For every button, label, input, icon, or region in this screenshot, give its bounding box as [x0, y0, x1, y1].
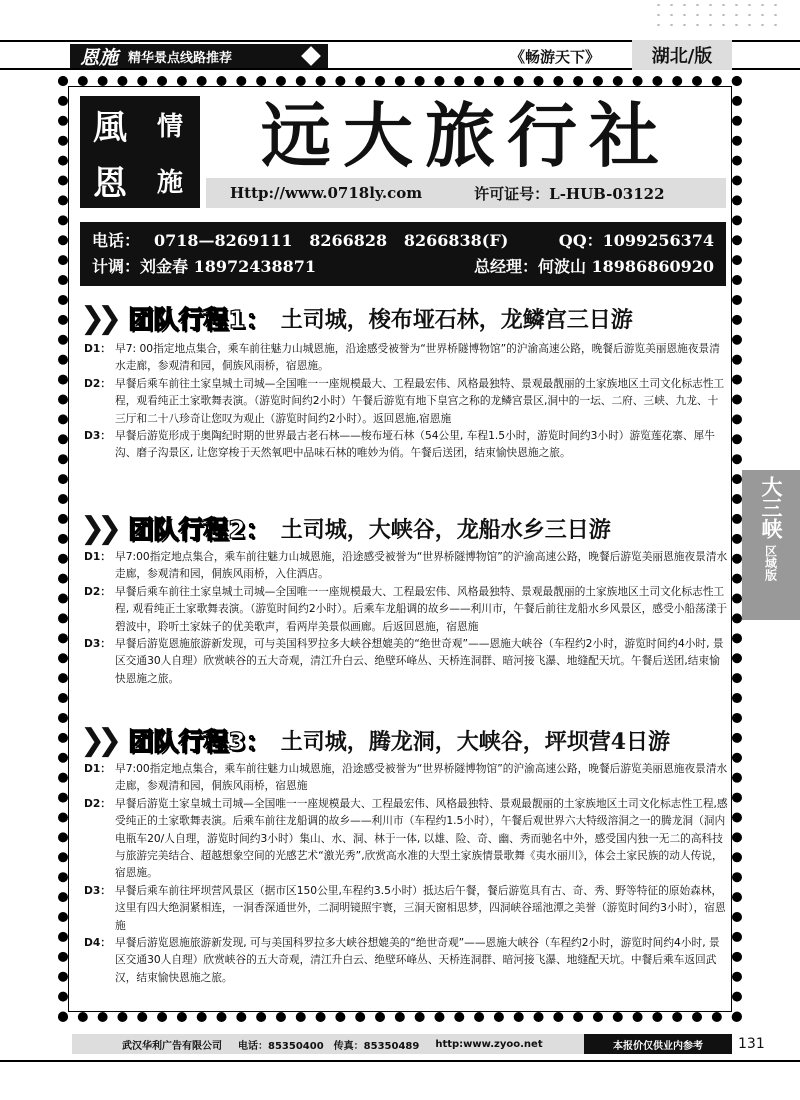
logo-char: 恩	[93, 163, 127, 204]
day-text: 早餐后游览形成于奥陶纪时期的世界最古老石林——梭布垭石林（54公里, 车程1.5小时，游览时间约3小时）游览莲花寨、犀牛沟、磨子沟景区, 让您穿梭于天然氧吧中品味石林的唯妙为俏。午餐后送团，结束愉快恩施之旅。	[115, 429, 715, 460]
logo-char: 風	[93, 107, 127, 148]
day-text: 早7:00指定地点集合，乘车前往魅力山城恩施，沿途感受被誉为“世界桥隧博物馆”的沪渝高速公路，晚餐后游览美丽恩施夜景清水走廊，参观清和园，侗族风雨桥，入住酒店。	[115, 550, 728, 581]
tour-3-title	[80, 720, 730, 760]
manager-contact: 总经理：何波山 18986860920	[473, 257, 714, 276]
phone-numbers: 0718—8269111 8266828 8266838(F)	[154, 231, 509, 250]
day-label: D2：	[84, 376, 111, 390]
license-number: 许可证号：L-HUB-03122	[474, 184, 665, 203]
day-text: 早餐后乘车前往土家皇城土司城—全国唯一一座规模最大、工程最宏伟、风格最独特、景观最靓丽的土家族地区土司文化标志性工程, 观看纯正土家歌舞表演。（游览时间约2小时）。后乘车龙船调的故乡——利川市，午餐后前往龙船水乡风景区，感受小船荡漾于碧波中，聆听土家妹子的优美歌声，看两岸美景似画廊。后返回恩施，宿恩施	[115, 584, 728, 633]
day-label: D1：	[84, 762, 111, 775]
day-label: D3：	[84, 637, 111, 651]
day-entry	[84, 795, 728, 882]
tour-1-title	[80, 298, 730, 338]
double-arrow-icon: ❯❯	[80, 510, 115, 546]
tour-route: 土司城，大峡谷，龙船水乡三日游	[280, 516, 611, 543]
tour-route: 土司城，梭布垭石林，龙鳞宫三日游	[280, 306, 633, 333]
brand-subtitle: 精华景点线路推荐	[128, 50, 233, 66]
website-link[interactable]: Http://www.0718ly.com	[230, 184, 423, 202]
footer-company: 武汉华利广告有限公司	[122, 1040, 222, 1052]
tour-2-itinerary	[84, 548, 728, 687]
day-entry	[84, 635, 728, 687]
phone-label: 电话：	[92, 231, 141, 250]
day-text: 早餐后乘车前往土家皇城土司城—全国唯一一座规模最大、工程最宏伟、风格最独特、景观最靓丽的土家族地区土司文化标志性工程，观看纯正土家歌舞表演。（游览时间约2小时）午餐后游览有地下皇宫之称的龙鳞宫景区,洞中的一坛、二府、三峡、九龙、十三厅和二十八珍奇让您叹为观止（游览时间约2小时）。返回恩施,宿恩施	[115, 376, 725, 425]
day-entry	[84, 760, 728, 795]
day-label: D4：	[84, 936, 111, 950]
day-label: D1：	[84, 550, 111, 563]
bottom-rule	[0, 1060, 800, 1062]
footer-fax: 传真：85350489	[333, 1040, 420, 1052]
day-entry	[84, 934, 728, 986]
footer-disclaimer: 本报价仅供业内参考	[584, 1034, 732, 1054]
day-entry	[84, 375, 728, 427]
contact-panel	[80, 222, 726, 286]
double-arrow-icon: ❯❯	[80, 722, 115, 758]
region-label: 湖北/版	[632, 40, 732, 70]
logo-char: 情	[156, 111, 183, 142]
footer-url[interactable]: http:www.zyoo.net	[435, 1038, 543, 1050]
day-entry	[84, 548, 728, 583]
day-label: D2：	[84, 584, 111, 598]
qq-number: QQ：1099256374	[558, 231, 714, 250]
day-label: D1：	[84, 342, 111, 355]
day-text: 早餐后游览土家皇城土司城—全国唯一一座规模最大、工程最宏伟、风格最独特、景观最靓丽的土家族地区土司文化标志性工程,感受纯正的土家歌舞表演。后乘车前往龙船调的故乡——利川市（车程约1.5小时），午餐后观世界六大特级溶洞之一的腾龙洞（洞内电瓶车20/人自理，游览时间约3小时）集山、水、洞、林于一体, 以雄、险、奇、幽、秀而驰名中外，感受国内独一无二的高科技与旅游完美结合、超越想象空间的光感艺术“激光秀”,欣赏高水准的大型土家族情景歌舞《夷水丽川》，体会土家民族的动人传说，宿恩施。	[115, 796, 728, 880]
logo-char: 施	[156, 167, 183, 198]
page-number: 131	[738, 1036, 765, 1052]
day-entry	[84, 340, 728, 375]
agency-logo	[80, 96, 200, 208]
company-name: 远大旅行社	[261, 94, 671, 177]
diamond-icon	[301, 46, 321, 66]
day-label: D3：	[84, 429, 111, 443]
tour-1-itinerary	[84, 340, 728, 462]
tour-3-itinerary	[84, 760, 728, 986]
double-arrow-icon: ❯❯	[80, 300, 115, 336]
tour-tag: 团队行程3：	[128, 727, 271, 756]
day-entry	[84, 427, 728, 462]
day-text: 早餐后乘车前往坪坝营风景区（据市区150公里,车程约3.5小时）抵达后午餐，餐后游览具有古、奇、秀、野等特征的原始森林，这里有四大绝洞紧相连，一洞香深通世外，二洞明镜照宇寰，三洞天窗相思梦，四洞峡谷瑶池潭之美誉（游览时间约3小时），宿恩施	[115, 883, 726, 932]
day-text: 早餐后游览恩施旅游新发现，可与美国科罗拉多大峡谷想媲美的“绝世奇观”——恩施大峡谷（车程约2小时，游览时间约4小时, 景区交通30人自理）欣赏峡谷的五大奇观，清江升白云、绝壁环峰丛、天桥连洞群、暗河接飞瀑、地缝配天坑。午餐后送团,结束愉快恩施之旅。	[115, 637, 724, 685]
section-brand	[70, 44, 328, 68]
day-text: 早7:00指定地点集合，乘车前往魅力山城恩施，沿途感受被誉为“世界桥隧博物馆”的沪渝高速公路，晚餐后游览美丽恩施夜景清水走廊，参观清和园，侗族风雨桥，宿恩施	[115, 762, 728, 793]
planner-contact: 计调：刘金春 18972438871	[92, 257, 317, 276]
magazine-name: 《畅游天下》	[510, 48, 601, 66]
day-label: D2：	[84, 796, 111, 810]
day-text: 早7: 00指定地点集合，乘车前往魅力山城恩施，沿途感受被誉为“世界桥隧博物馆”的沪渝高速公路，晚餐后游览美丽恩施夜景清水走廊，参观清和园，侗族风雨桥，宿恩施。	[115, 342, 720, 373]
side-tab-subtitle: 区域版	[763, 545, 778, 581]
website-bar	[206, 178, 726, 208]
footer-bar	[72, 1034, 732, 1054]
top-banner	[0, 40, 800, 70]
corner-dots-decoration	[652, 0, 782, 30]
tour-tag: 团队行程1：	[128, 305, 271, 334]
region-side-tab	[742, 470, 800, 620]
side-tab-title: 大三峡	[759, 476, 784, 539]
day-entry	[84, 583, 728, 635]
tour-2-title	[80, 508, 730, 548]
day-label: D3：	[84, 883, 111, 897]
day-text: 早餐后游览恩施旅游新发现, 可与美国科罗拉多大峡谷想媲美的“绝世奇观”——恩施大峡谷（车程约2小时，游览时间约4小时, 景区交通30人自理）欣赏峡谷的五大奇观，清江升白云、绝壁环峰丛、天桥连洞群、暗河接飞瀑、地缝配天坑。中餐后乘车返回武汉，结束愉快恩施之旅。	[115, 936, 720, 984]
footer-phone: 电话：85350400	[238, 1040, 324, 1052]
brand-logo: 恩施	[80, 46, 119, 69]
day-entry	[84, 882, 728, 934]
tour-route: 土司城，腾龙洞，大峡谷，坪坝营4日游	[280, 728, 670, 755]
tour-tag: 团队行程2：	[128, 515, 271, 544]
